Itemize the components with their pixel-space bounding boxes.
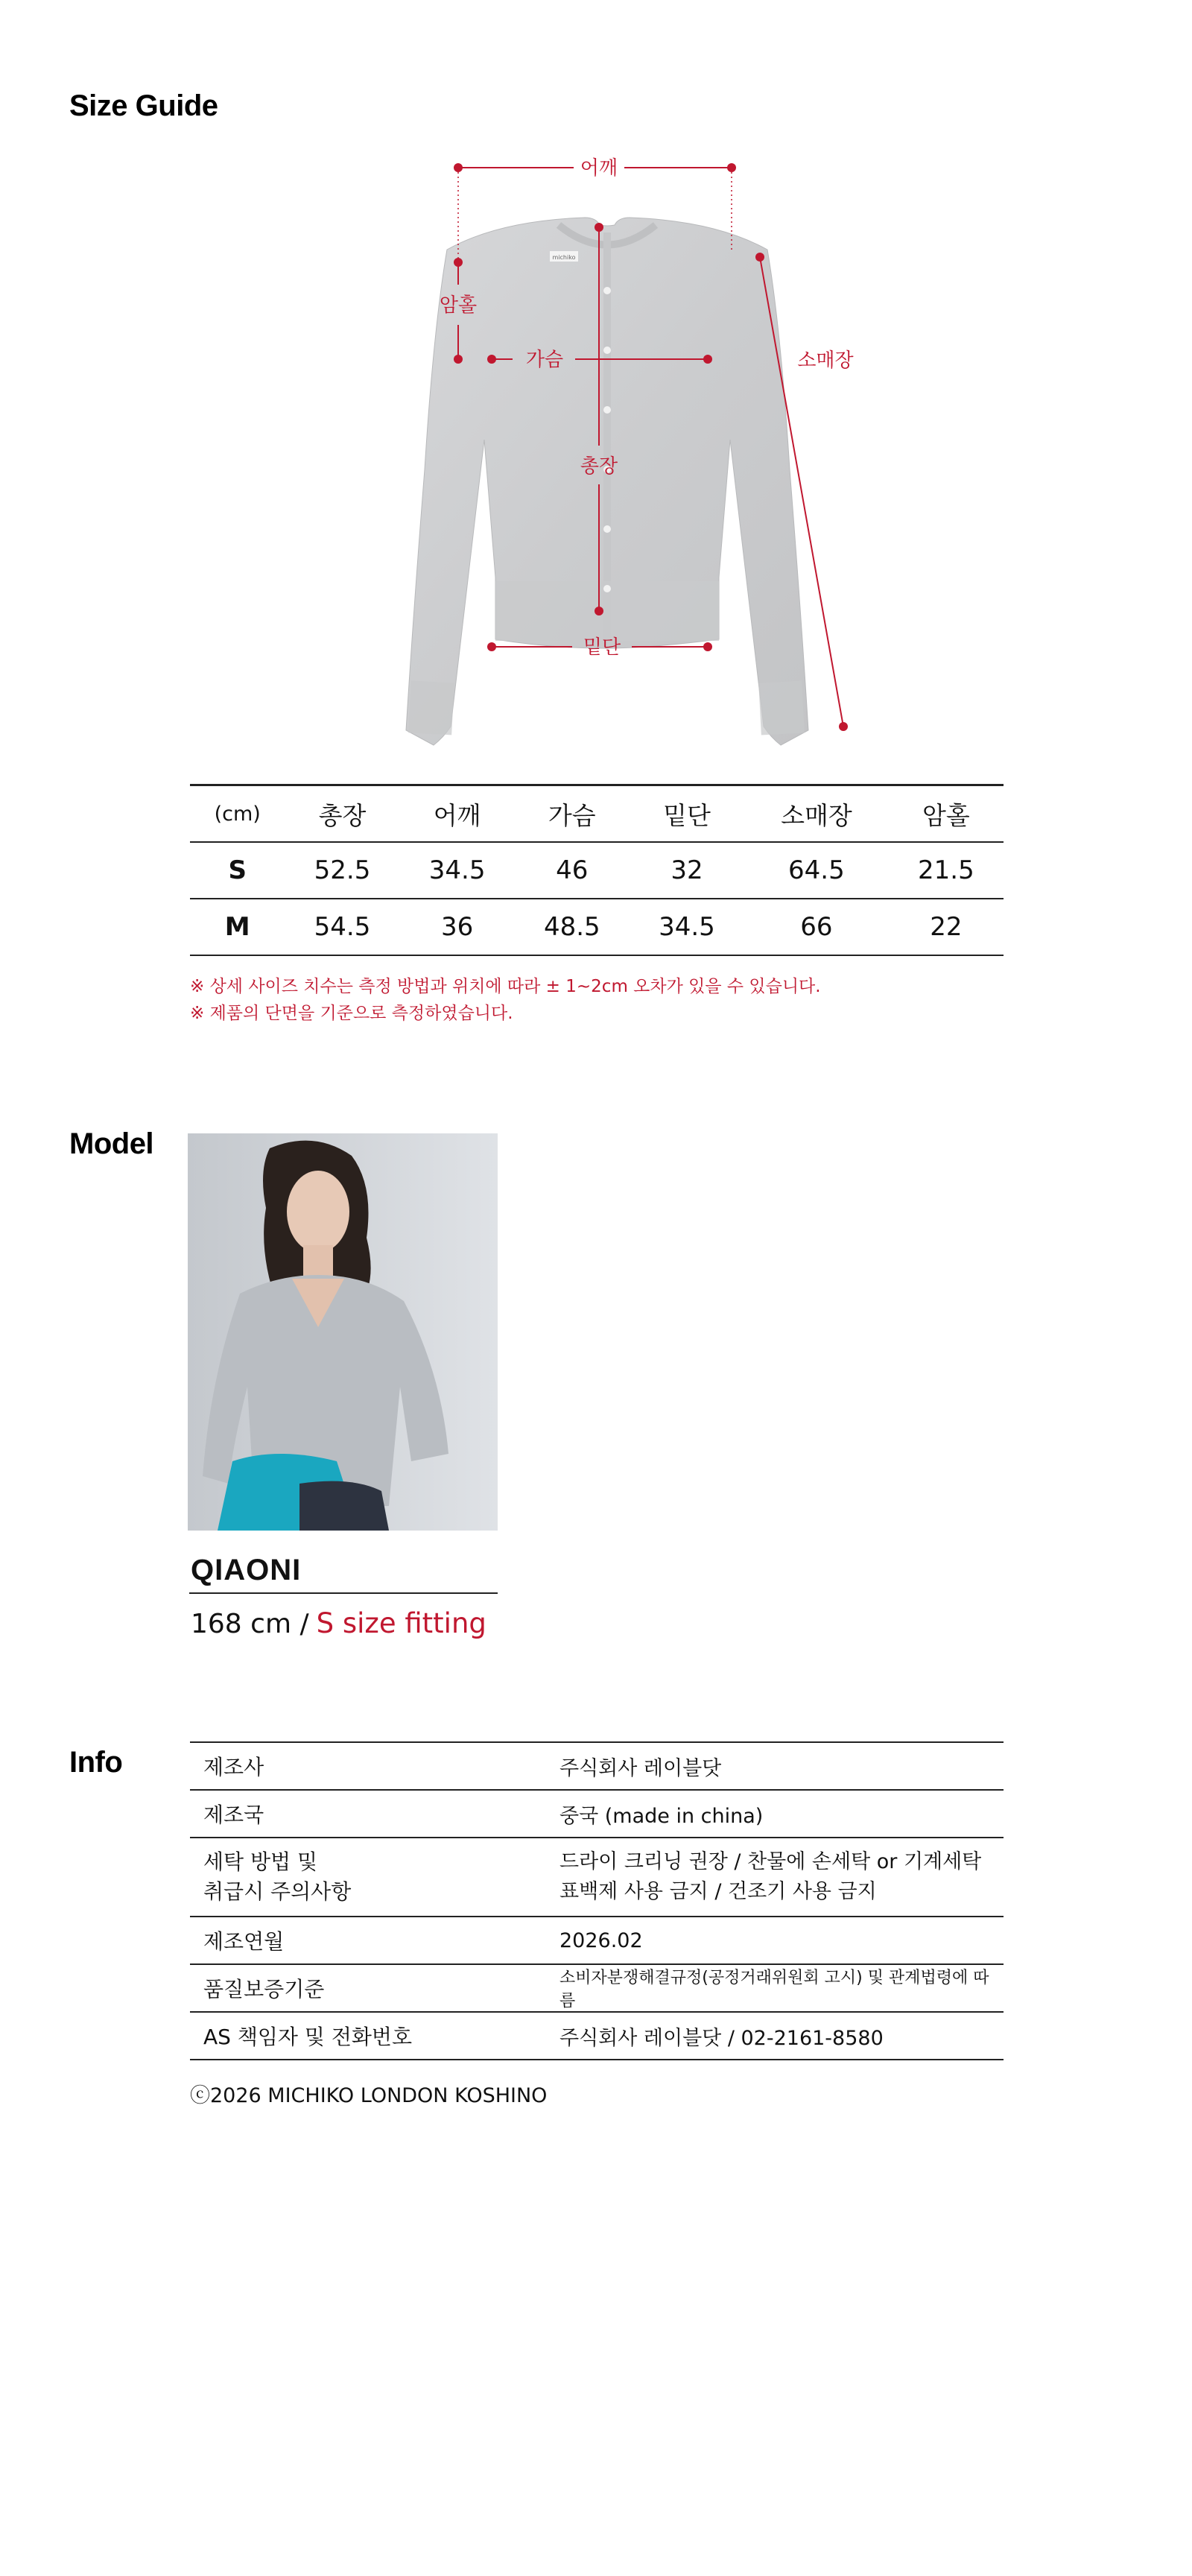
- size-value: 54.5: [285, 899, 399, 955]
- info-value-line: 드라이 크리닝 권장 / 찬물에 손세탁 or 기계세탁: [559, 1850, 982, 1873]
- info-value: 소비자분쟁해결규정(공정거래위원회 고시) 및 관계법령에 따름: [551, 1964, 1004, 2012]
- size-value: 48.5: [515, 899, 630, 955]
- info-value: 주식회사 레이블닷: [551, 1742, 1004, 1790]
- size-table: [190, 784, 1004, 956]
- label-chest: 가슴: [525, 349, 564, 371]
- table-row: [190, 1917, 1004, 1964]
- label-hem: 밑단: [583, 636, 621, 659]
- info-value: 중국 (made in china): [551, 1790, 1004, 1838]
- table-row: [190, 1964, 1004, 2012]
- size-table-unit: (cm): [190, 785, 285, 843]
- size-label: S: [190, 842, 285, 899]
- size-value: 66: [744, 899, 889, 955]
- copyright: ⓒ2026 MICHIKO LONDON KOSHINO: [190, 2084, 548, 2107]
- table-row: [190, 2012, 1004, 2060]
- size-value: 32: [630, 842, 744, 899]
- model-photo: [188, 1133, 498, 1531]
- label-shoulder: 어깨: [580, 157, 618, 180]
- size-value: 52.5: [285, 842, 399, 899]
- size-guide-title: Size Guide: [69, 89, 218, 122]
- size-table-header: [190, 785, 1004, 843]
- garment-brand-tag: michiko: [552, 254, 576, 261]
- header-hem: 밑단: [630, 785, 744, 843]
- size-value: 46: [515, 842, 630, 899]
- table-row: [190, 842, 1004, 899]
- info-value-line: 표백제 사용 금지 / 건조기 사용 금지: [559, 1880, 877, 1903]
- size-diagram: [372, 149, 894, 753]
- info-label-line: 세탁 방법 및: [203, 1849, 318, 1874]
- model-height-line: [191, 1607, 486, 1639]
- table-row: [190, 1790, 1004, 1838]
- table-row: [190, 1742, 1004, 1790]
- size-label: M: [190, 899, 285, 955]
- size-note-measurement: ※ 제품의 단면을 기준으로 측정하였습니다.: [190, 1004, 513, 1023]
- model-height: 168 cm /: [191, 1609, 309, 1639]
- info-label: 제조연월: [190, 1917, 551, 1964]
- model-title: Model: [69, 1127, 154, 1160]
- info-table: [190, 1741, 1004, 2060]
- header-chest: 가슴: [515, 785, 630, 843]
- model-name: QIAONI: [191, 1554, 302, 1586]
- label-length: 총장: [580, 455, 618, 478]
- info-label: AS 책임자 및 전화번호: [190, 2012, 551, 2060]
- size-note-tolerance: ※ 상세 사이즈 치수는 측정 방법과 위치에 따라 ± 1~2cm 오차가 있을 수 있습니다.: [190, 977, 821, 996]
- table-row: [190, 899, 1004, 955]
- model-fitting: S size fitting: [316, 1607, 486, 1639]
- size-value: 21.5: [889, 842, 1004, 899]
- info-value: 주식회사 레이블닷 / 02-2161-8580: [551, 2012, 1004, 2060]
- label-armhole: 암홀: [439, 294, 478, 317]
- info-value: 2026.02: [551, 1917, 1004, 1964]
- header-length: 총장: [285, 785, 399, 843]
- model-divider: [189, 1592, 498, 1594]
- info-label: 품질보증기준: [190, 1964, 551, 2012]
- size-value: 22: [889, 899, 1004, 955]
- info-label: [190, 1838, 551, 1917]
- size-value: 64.5: [744, 842, 889, 899]
- table-row: [190, 1838, 1004, 1917]
- size-value: 34.5: [630, 899, 744, 955]
- info-value: [551, 1838, 1004, 1917]
- header-armhole: 암홀: [889, 785, 1004, 843]
- header-sleeve: 소매장: [744, 785, 889, 843]
- info-label: 제조사: [190, 1742, 551, 1790]
- size-value: 34.5: [400, 842, 515, 899]
- info-title: Info: [69, 1746, 123, 1779]
- info-label: 제조국: [190, 1790, 551, 1838]
- info-label-line: 취급시 주의사항: [203, 1879, 352, 1904]
- label-sleeve: 소매장: [797, 349, 854, 372]
- header-shoulder: 어깨: [400, 785, 515, 843]
- size-value: 36: [400, 899, 515, 955]
